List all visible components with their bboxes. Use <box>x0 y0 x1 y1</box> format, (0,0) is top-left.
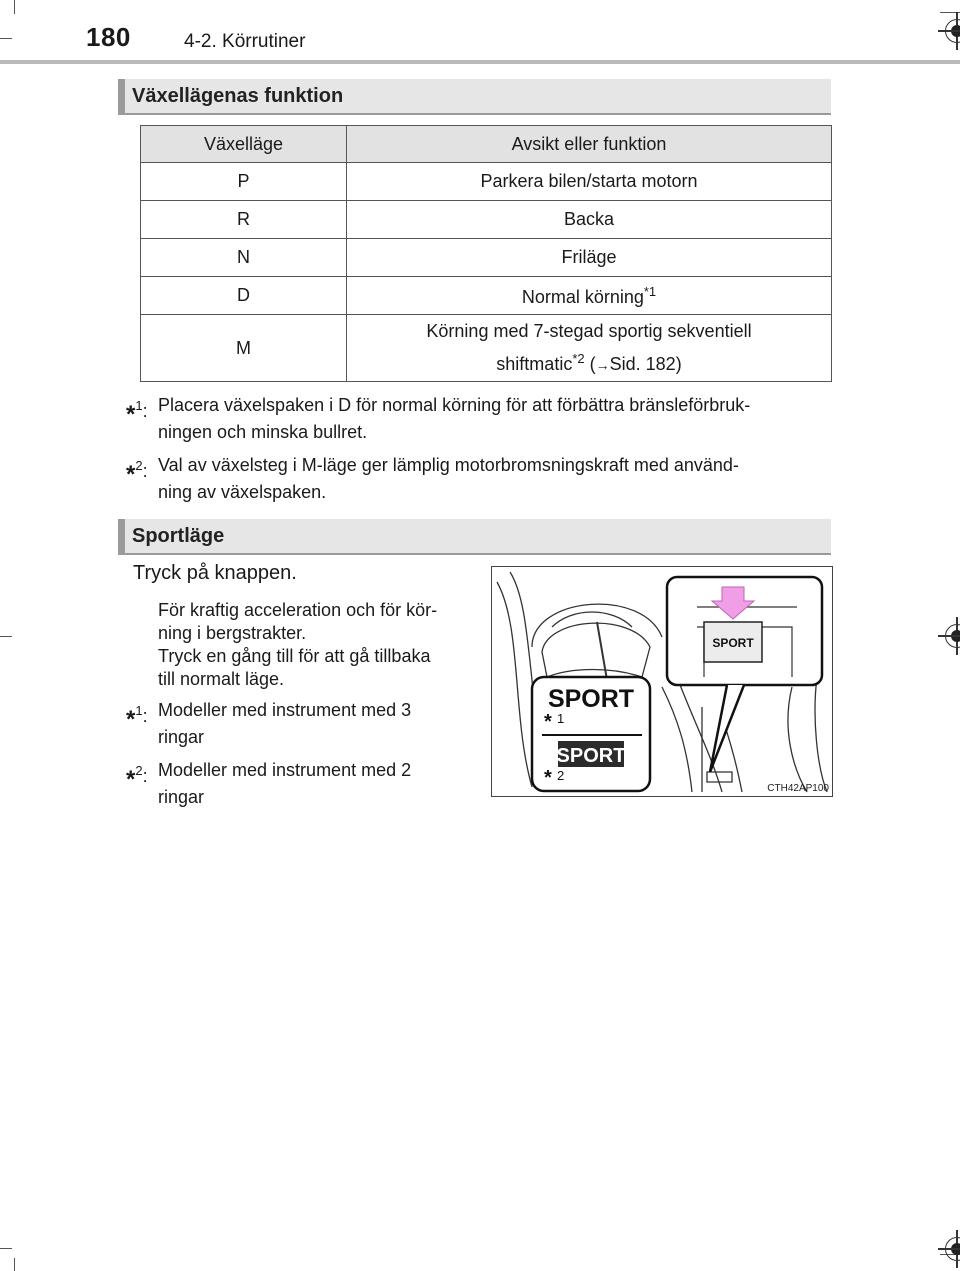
crop-mark <box>14 0 15 14</box>
section-header-sport-mode <box>118 519 831 555</box>
footnote-marker: *$^2$: <box>126 763 148 793</box>
footnote-marker: *$^1$: <box>126 703 148 733</box>
sport-note-1 <box>126 697 474 751</box>
column-header-function: Avsikt eller funktion <box>347 126 832 163</box>
callout-num-1: 1 <box>557 711 565 726</box>
instruction-paragraph <box>158 599 474 691</box>
page-number: 180 <box>86 22 131 52</box>
sport-button-illustration <box>491 566 833 797</box>
paragraph-line: Tryck en gång till för att gå tillbaka <box>158 646 431 666</box>
crop-mark <box>0 1248 12 1249</box>
footnote-line: ringar <box>158 727 205 747</box>
footnote-line: ringar <box>158 787 205 807</box>
header-rule <box>0 60 960 64</box>
footnote-line: ningen och minska bullret. <box>158 422 368 442</box>
table-row <box>141 277 832 315</box>
instrument-cluster <box>542 623 650 677</box>
table-header-row <box>141 126 832 163</box>
section-header-gear-functions <box>118 79 831 115</box>
callout-star-1: * <box>544 711 552 733</box>
function-cell: Parkera bilen/starta motorn <box>347 163 832 201</box>
callout-star-2: * <box>544 767 552 789</box>
crop-mark <box>0 38 12 39</box>
sport-button-small <box>707 772 732 782</box>
function-cell <box>347 315 832 382</box>
footnote-line: Modeller med instrument med 3 <box>158 700 412 720</box>
crop-mark <box>14 1258 15 1271</box>
paragraph-line: För kraftig acceleration och för kör- <box>158 600 438 620</box>
function-text: Normal körning <box>521 286 644 307</box>
registration-mark-icon <box>945 624 960 648</box>
arrow-icon: → <box>595 357 610 373</box>
crop-mark <box>0 636 12 637</box>
section-title: Växellägenas funktion <box>132 85 344 107</box>
sport-button-text: SPORT <box>712 636 754 650</box>
footnote-text <box>158 757 474 811</box>
section-accent <box>118 519 125 553</box>
footnote-line: ning av växelspaken. <box>158 482 327 502</box>
function-cell: Backa <box>347 201 832 239</box>
sport-indicator-label-2: SPORT <box>556 745 626 767</box>
section-accent <box>118 79 125 113</box>
instruction-lead: Tryck på knappen. <box>133 562 297 584</box>
dashboard-drawing <box>492 567 832 796</box>
paragraph-line: ning i bergstrakter. <box>158 623 307 643</box>
dash-line <box>497 582 532 787</box>
callout-pointer <box>710 685 744 772</box>
gear-cell: D <box>141 277 347 315</box>
function-text-line2: shiftmatic <box>496 354 573 374</box>
footnote-marker: *$^1$: <box>126 398 148 428</box>
paragraph-line: till normalt läge. <box>158 669 285 689</box>
footnote-line: Placera växelspaken i D för normal körning för att förbättra bränsleförbruk- <box>158 395 751 415</box>
table-row <box>141 163 832 201</box>
callout-num-2: 2 <box>557 768 565 783</box>
chapter-title: 4-2. Körrutiner <box>184 31 306 52</box>
page-reference-link[interactable]: Sid. 182) <box>609 354 682 374</box>
footnote-line: Val av växelsteg i M-läge ger lämplig motorbromsningskraft med använd- <box>158 455 739 475</box>
gear-cell: P <box>141 163 347 201</box>
footnote-text <box>158 452 832 506</box>
registration-mark-icon <box>945 19 960 43</box>
sport-note-2 <box>126 757 474 811</box>
footnote-line: Modeller med instrument med 2 <box>158 760 412 780</box>
ref-open: ( <box>589 354 596 374</box>
table-row <box>141 201 832 239</box>
gear-cell: R <box>141 201 347 239</box>
figure-code: CTH42AP100 <box>767 783 829 794</box>
footnote-text <box>158 697 474 751</box>
registration-mark-icon <box>945 1237 960 1261</box>
footnote-2 <box>126 452 832 506</box>
function-cell <box>347 277 832 315</box>
gear-function-table <box>140 125 832 382</box>
footnote-text <box>158 392 832 446</box>
table-row <box>141 239 832 277</box>
gear-cell: M <box>141 315 347 382</box>
column-header-gear: Växelläge <box>141 126 347 163</box>
gear-cell: N <box>141 239 347 277</box>
table-row <box>141 315 832 382</box>
function-text-line1: Körning med 7-stegad sportig sekventiell <box>426 321 752 341</box>
footnote-ref: *2 <box>572 351 585 366</box>
footnote-marker: *$^2$: <box>126 458 148 488</box>
footnote-ref: *1 <box>643 283 657 299</box>
footnote-1 <box>126 392 832 446</box>
section-title: Sportläge <box>132 525 225 547</box>
sport-indicator-label-1: SPORT <box>547 685 635 713</box>
function-cell: Friläge <box>347 239 832 277</box>
